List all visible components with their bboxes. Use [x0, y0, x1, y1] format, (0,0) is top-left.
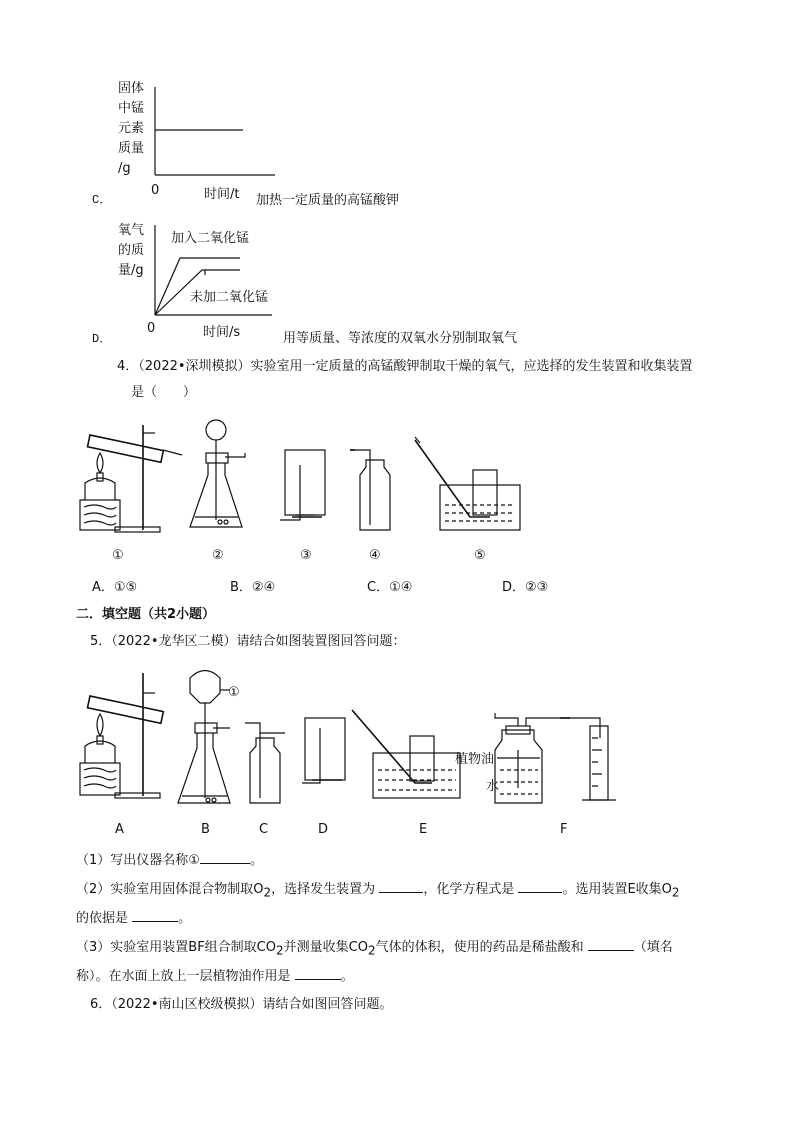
q5-sub3-text: 并测量收集CO — [283, 940, 368, 955]
graph-c-x-label: 时间/t — [204, 187, 240, 202]
apparatus-2 — [190, 420, 245, 527]
q5-water-label: 水 — [486, 779, 500, 794]
q5-apparatus-illustration — [70, 658, 610, 808]
apparatus-label: F — [560, 822, 568, 837]
q4-option-d[interactable]: D．②③ — [502, 580, 549, 595]
q5-sub2-text: （2）实验室用固体混合物制取O — [76, 882, 264, 897]
option-d-letter: D． — [92, 332, 112, 346]
subscript: 2 — [263, 885, 272, 900]
y-label-line: 固体 — [118, 81, 145, 96]
q5-sub2-text: 的依据是 — [76, 911, 129, 926]
apparatus-a — [80, 673, 163, 798]
q4-option-a[interactable]: A．①⑤ — [92, 580, 138, 595]
graph-c-caption: 加热一定质量的高锰酸钾 — [256, 193, 400, 208]
apparatus-label: ③ — [300, 548, 312, 563]
q4-stem-line1: 4．（2022•深圳模拟）实验室用一定质量的高锰酸钾制取干燥的氧气，应选择的发生装置和收集装置 — [117, 359, 693, 374]
apparatus-5 — [415, 437, 520, 530]
y-label-line: 质量 — [118, 141, 145, 156]
graph-c-axes — [150, 82, 280, 182]
apparatus-label: ⑤ — [474, 548, 486, 563]
apparatus-d — [302, 718, 345, 783]
q5-sub3-line1 — [76, 936, 673, 958]
q5-sub1 — [76, 849, 263, 868]
apparatus-label: D — [318, 822, 329, 837]
y-label-line: 的质 — [118, 243, 145, 258]
q5-sub2-text: 。选用装置E收集O — [562, 882, 672, 897]
subscript: 2 — [367, 943, 376, 958]
graph-c-y-label — [118, 79, 144, 179]
graph-d-x-label: 时间/s — [203, 325, 241, 340]
q4-option-c[interactable]: C．①④ — [367, 580, 413, 595]
answer-blank[interactable] — [518, 880, 562, 893]
graph-d-origin: 0 — [147, 321, 156, 336]
apparatus-3 — [280, 450, 325, 520]
answer-blank[interactable] — [132, 909, 178, 922]
q5-sub2-line2 — [76, 907, 191, 926]
punct: 。 — [178, 911, 192, 926]
q5-sub3-text: （填名 — [633, 940, 673, 955]
y-label-line: 中锰 — [118, 101, 145, 116]
q5-oil-label: 植物油 — [455, 752, 495, 767]
section-heading: 二．填空题（共2小题） — [76, 607, 216, 622]
y-label-line: 量/g — [118, 263, 144, 278]
apparatus-label: ① — [112, 548, 124, 563]
apparatus-label: ④ — [369, 548, 381, 563]
apparatus-c — [245, 723, 285, 803]
answer-blank[interactable] — [588, 938, 634, 951]
q5-pointer-label: ① — [228, 685, 240, 700]
option-c-letter: C． — [92, 193, 112, 207]
q5-sub1-text: （1）写出仪器名称① — [76, 853, 200, 868]
apparatus-label: B — [201, 822, 210, 837]
answer-blank[interactable] — [200, 851, 250, 864]
apparatus-label: E — [419, 822, 428, 837]
q5-sub3-line2 — [76, 965, 354, 984]
graph-d-y-label — [118, 221, 144, 281]
apparatus-4 — [350, 450, 390, 530]
punct: 。 — [249, 853, 263, 868]
subscript: 2 — [671, 885, 680, 900]
apparatus-label: ② — [212, 548, 224, 563]
apparatus-e — [352, 710, 460, 798]
q4-option-b[interactable]: B．②④ — [230, 580, 276, 595]
q5-sub3-text: （3）实验室用装置BF组合制取CO — [76, 940, 276, 955]
series-lower-label: 未加二氧化锰 — [190, 290, 269, 305]
q5-sub3-text: 称）。在水面上放上一层植物油作用是 — [76, 969, 291, 984]
apparatus-1 — [80, 425, 182, 532]
graph-c-origin: 0 — [151, 183, 160, 198]
y-label-line: /g — [118, 161, 131, 176]
subscript: 2 — [275, 943, 284, 958]
answer-blank[interactable] — [379, 880, 423, 893]
apparatus-f — [495, 713, 616, 803]
apparatus-label: A — [115, 822, 124, 837]
apparatus-b — [178, 671, 230, 804]
q6-stem: 6．（2022•南山区校级模拟）请结合如图回答问题。 — [90, 997, 393, 1012]
answer-blank[interactable] — [295, 967, 341, 980]
q4-stem-line2: 是（ ） — [131, 385, 197, 400]
graph-d-caption: 用等质量、等浓度的双氧水分别制取氧气 — [283, 331, 518, 346]
q5-sub2-text: ，化学方程式是 — [423, 882, 515, 897]
q5-stem: 5．（2022•龙华区二模）请结合如图装置图回答问题： — [90, 634, 406, 649]
y-label-line: 元素 — [118, 121, 145, 136]
y-label-line: 氧气 — [118, 223, 145, 238]
punct: 。 — [340, 969, 354, 984]
q4-apparatus-illustration — [70, 405, 770, 545]
q5-sub3-text: 气体的体积，使用的药品是稀盐酸和 — [375, 940, 584, 955]
q5-sub2-line1 — [76, 878, 680, 900]
q5-sub2-text: ，选择发生装置为 — [271, 882, 376, 897]
series-upper-label: 加入二氧化锰 — [171, 231, 250, 246]
apparatus-label: C — [259, 822, 269, 837]
